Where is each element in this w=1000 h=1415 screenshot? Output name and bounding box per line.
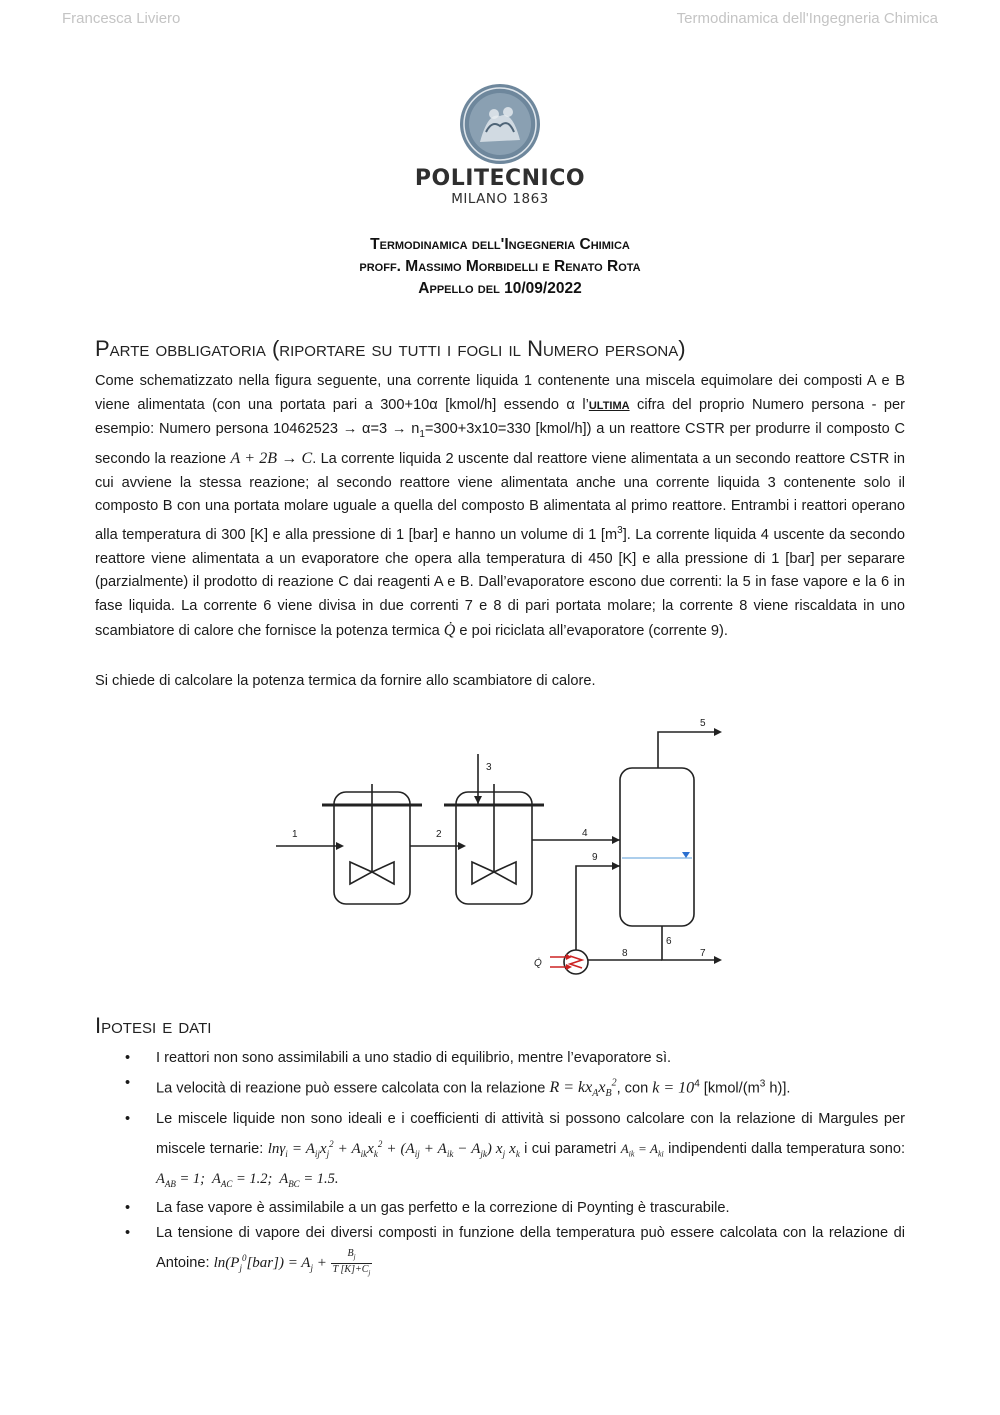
impeller-2 — [472, 862, 494, 884]
item-text: Le miscele liquide non sono ideali e i coefficienti di attività si possono calcolare con la relazione di Margules per miscele ternarie: — [156, 1110, 905, 1157]
list-item: • I reattori non sono assimilabili a uno stadio di equilibrio, mentre l’evaporatore sì. — [125, 1050, 672, 1066]
margules-params: $A_{AB} = 1$; $A_{AC} = 1.2$; $A_{BC} = 1.5$. — [156, 1170, 339, 1189]
stream-label-8: 8 — [622, 948, 628, 959]
item-text: La fase vapore è assimilabile a un gas perfetto e la correzione di Poynting è trascurabile. — [156, 1200, 730, 1217]
k-value: k = 10 — [652, 1079, 695, 1097]
list-item: • La tensione di vapore dei diversi composti in funzione della temperatura può essere calcolata con la relazione di Antoine: $\ln(P_j^0[bar]) = A_j$ + $\frac{B_j}{T [K]+C_j}$ — [125, 1225, 905, 1278]
heat-label: Q̇ — [534, 958, 542, 969]
hypotheses-list — [95, 1046, 905, 1281]
text-run: ]. La corrente liquida 4 uscente da secondo reattore viene alimentata a un evaporatore che opera alla temperatura di 450 [K] e alla pressione di 1 [bar] per separare (parzialmente) il prodotto di reazione C dai reagenti A e B. Dall’evaporatore escono due correnti: la 5 in fase vapore e la 6 in fase liquida. La corrente 6 viene divisa in due correnti 7 e 8 di pari portata molare; la corrente 8 viene riscaldata in uno scambiatore di calore che fornisce la potenza termica — [95, 526, 905, 639]
item-text: I reattori non sono assimilabili a uno stadio di equilibrio, mentre l’evaporatore sì. — [156, 1050, 672, 1066]
item-text: indipendenti dalla temperatura sono: — [663, 1140, 906, 1157]
list-item: • La fase vapore è assimilabile a un gas perfetto e la correzione di Poynting è trascurabile. — [125, 1200, 730, 1217]
document-titles — [0, 234, 1000, 300]
reaction-equation: A + 2B → C — [230, 450, 313, 468]
margules-equation: $\ln\gamma_i = A_{ij}x_j^2 + A_{ik}x_k^2 + (A_{ij} + A_{ik} - A_{jk})$ $x_j$ $x_k$ — [267, 1138, 520, 1159]
eq-sub: B — [605, 1088, 612, 1100]
list-item: • La velocità di reazione può essere calcolata con la relazione $R = kx_Ax_B^2$, con $k = 10^4$ [$kmol/(m^3$ h)]. — [125, 1075, 791, 1100]
stream-label-1: 1 — [292, 829, 298, 840]
section-heading-required: Parte obbligatoria (riportare su tutti i fogli il Numero persona) — [95, 336, 686, 361]
logo-name: POLITECNICO — [414, 166, 586, 191]
eq-sup: 4 — [694, 1078, 700, 1090]
stream-5-line — [658, 732, 716, 768]
header-course: Termodinamica dell'Ingegneria Chimica — [676, 10, 938, 27]
exam-date: Appello del 10/09/2022 — [418, 280, 582, 297]
text-run: =300+3x10=330 [kmol/h]) a un reattore CSTR per produrre il composto C secondo la reazione — [95, 421, 905, 468]
stream-label-3: 3 — [486, 762, 492, 773]
antoine-equation: $\ln(P_j^0[bar]) = A_j$ + — [213, 1253, 331, 1274]
item-text: i cui parametri — [519, 1140, 621, 1157]
impeller-1 — [350, 862, 372, 884]
seal-icon — [458, 82, 542, 166]
stream-label-6: 6 — [666, 936, 672, 947]
course-title: Termodinamica dell'Ingegneria Chimica — [370, 236, 630, 253]
section-heading-hypotheses: Ipotesi e dati — [95, 1013, 212, 1038]
eq-sup: 2 — [611, 1078, 617, 1089]
eq-sup: 3 — [759, 1078, 766, 1090]
param-symmetry: $A_{ik} = A_{ki}$ — [620, 1140, 664, 1159]
item-text: La tensione di vapore dei diversi composti in funzione della temperatura può essere calcolata con la relazione di Antoine: — [156, 1225, 905, 1272]
superscript: 3 — [617, 525, 623, 537]
process-flow-diagram — [270, 712, 730, 982]
eq-part: R = kx — [549, 1079, 593, 1097]
text-run: cifra del proprio Numero persona - per esempio: Numero persona 10462523 → α=3 → n — [95, 396, 905, 438]
text-run: Come schematizzato nella figura seguente, una corrente liquida 1 contenente una miscela equimolare dei composti A e B viene alimentata (con una portata pari a 300+10α [kmol/h] essendo α l’ — [95, 373, 905, 413]
stream-label-2: 2 — [436, 829, 442, 840]
text-run: . La corrente liquida 2 uscente dal reattore viene alimentata a un secondo reattore CSTR in cui avviene la stessa reazione; al secondo reattore viene alimentata anche una corrente liquida 3 contenente solo il composto B con una portata molare uguale a quella del composto B alimentata al primo reattore. Entrambi i reattori operano alla temperatura di 300 [K] e alla pressione di 1 [bar] e hanno un volume di 1 [m — [95, 451, 905, 543]
question: Si chiede di calcolare la potenza termica da fornire allo scambiatore di calore. — [95, 673, 596, 689]
eq-sub: A — [592, 1088, 599, 1100]
header-author: Francesca Liviero — [62, 10, 181, 27]
eq-part: [kmol/(m — [699, 1080, 760, 1097]
stream-label-5: 5 — [700, 718, 706, 729]
text-run: e poi riciclata all’evaporatore (corrente 9). — [455, 622, 728, 639]
list-item: • Le miscele liquide non sono ideali e i coefficienti di attività si possono calcolare con la relazione di Margules per miscele ternarie: $\ln\gamma_i = A_{ij}x_j^2 + A_{ik}x_k^2 + (A_{ij} + A_{ik} - A_{jk})$ $x_j$ $x_k$ i cui parametri $A_{ik} = A_{ki}$ indipendenti dalla temperatura sono: $A_{AB} = 1$; $A_{AC} = 1.2$; $A_{BC} = 1.5$. — [125, 1110, 906, 1189]
level-indicator-icon — [682, 852, 690, 858]
stream-label-4: 4 — [582, 828, 588, 839]
eq-part: h)]. — [765, 1080, 791, 1097]
stream-9-line — [576, 866, 620, 950]
professors: proff. Massimo Morbidelli e Renato Rota — [359, 258, 641, 275]
problem-statement — [95, 370, 905, 644]
evaporator — [620, 768, 694, 926]
rate-equation: $R = kx_Ax_B^2$ — [549, 1078, 617, 1100]
heat-symbol: Q̇ — [443, 621, 456, 639]
stream-label-9: 9 — [592, 852, 598, 863]
stream-label-7: 7 — [700, 948, 706, 959]
logo-subtitle: MILANO 1863 — [451, 191, 549, 207]
university-logo — [0, 82, 1000, 207]
item-text: La velocità di reazione può essere calcolata con la relazione — [156, 1080, 550, 1097]
emphasis-ultima: ULTIMA — [588, 399, 630, 412]
antoine-fraction: $\frac{B_j}{T [K]+C_j}$ — [332, 1248, 371, 1278]
coil-icon — [570, 956, 582, 968]
eq-part: , con — [616, 1080, 653, 1097]
subscript: 1 — [419, 429, 425, 441]
